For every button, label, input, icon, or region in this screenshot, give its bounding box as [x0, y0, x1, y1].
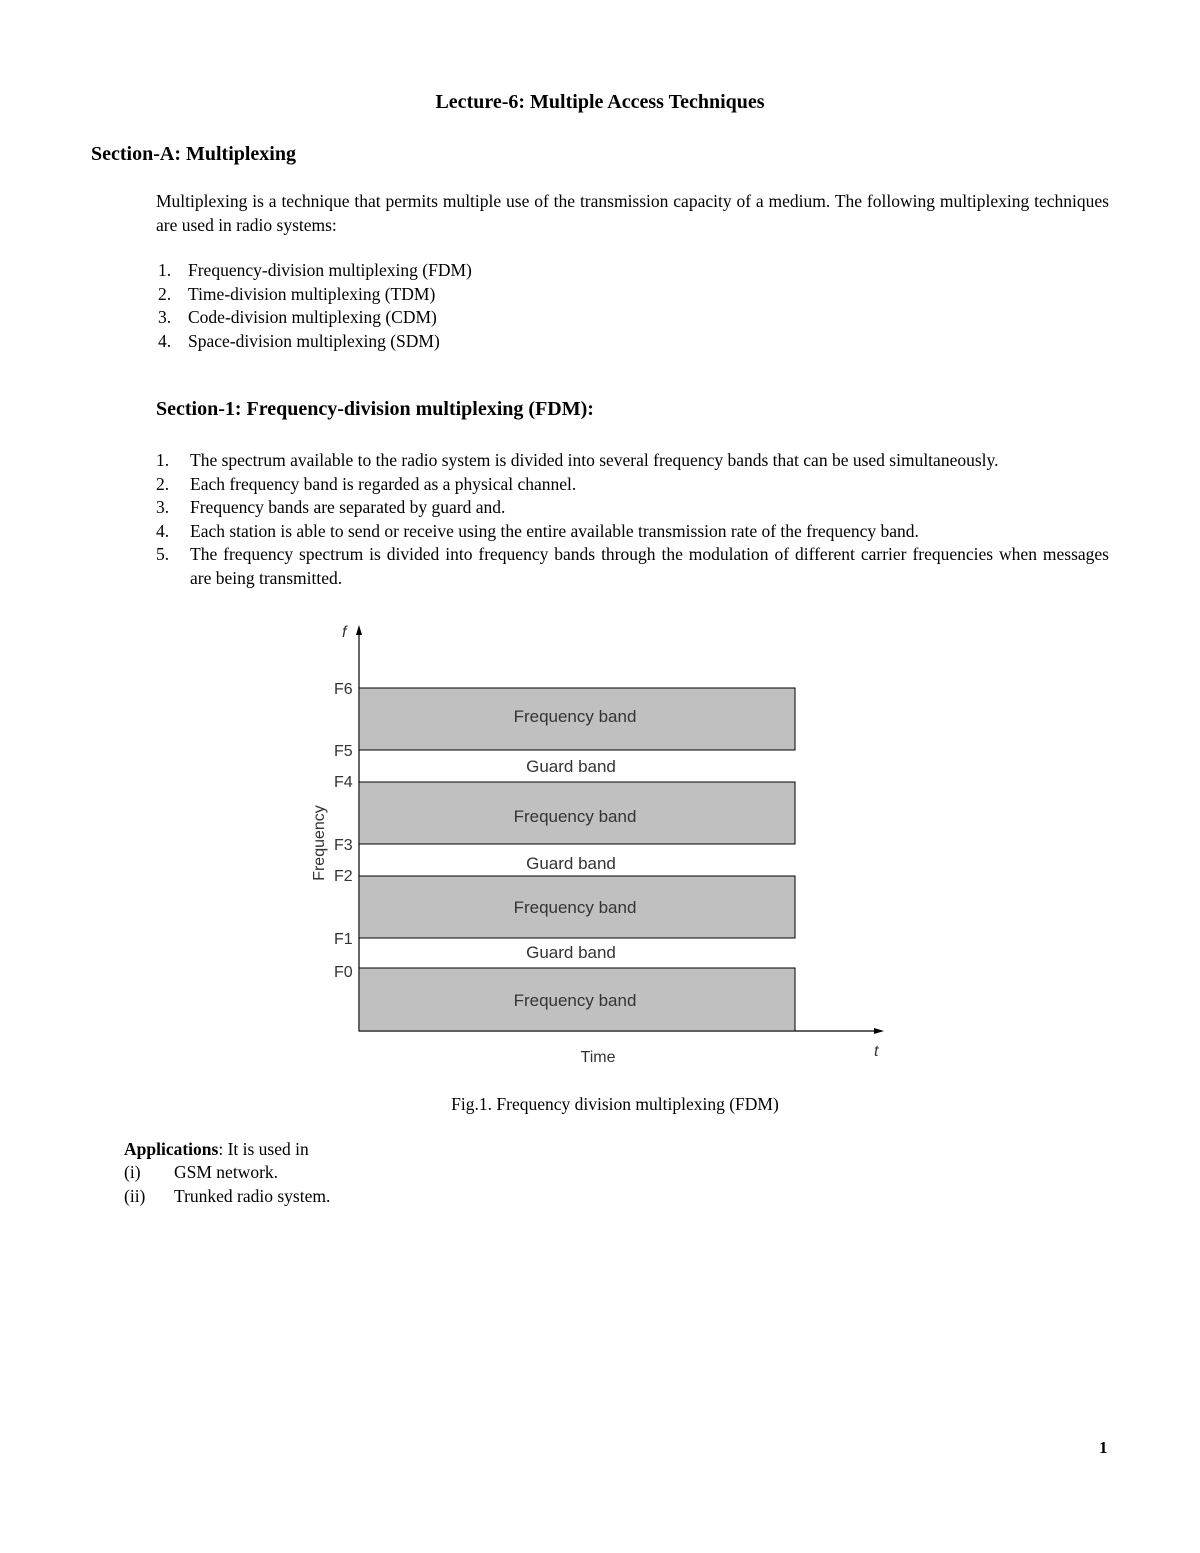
band-label: Frequency band	[513, 898, 637, 917]
intro-paragraph: Multiplexing is a technique that permits multiple use of the transmission capacity of a medium. The following multiplexing techniques are used in radio systems:	[156, 191, 1109, 235]
technique-number: 3.	[158, 307, 172, 327]
point-number: 2.	[156, 473, 170, 494]
point-text: The frequency spectrum is divided into frequency bands through the modulation of different carrier frequencies when messages are being transmitted.	[190, 544, 1109, 588]
band-label: Frequency band	[513, 991, 637, 1010]
band-label: Frequency band	[513, 807, 637, 826]
technique-text: Code-division multiplexing (CDM)	[188, 307, 437, 327]
application-number: (ii)	[124, 1186, 146, 1206]
level-label-f2: F2	[334, 868, 353, 885]
guard-label: Guard band	[526, 854, 616, 873]
section-1-heading: Section-1: Frequency-division multiplexing (FDM):	[156, 398, 594, 420]
point-text: Each station is able to send or receive using the entire available transmission rate of the frequency band.	[190, 520, 919, 541]
technique-text: Time-division multiplexing (TDM)	[188, 284, 436, 304]
level-label-f0: F0	[334, 964, 353, 981]
f-axis-label: f	[342, 624, 347, 641]
point-text: Each frequency band is regarded as a physical channel.	[190, 473, 577, 494]
figure-caption: Fig.1. Frequency division multiplexing (FDM)	[451, 1094, 779, 1114]
page-title: Lecture-6: Multiple Access Techniques	[435, 91, 765, 113]
page-number: 1	[1099, 1438, 1108, 1457]
applications-lead: : It is used in	[218, 1139, 309, 1159]
level-label-f1: F1	[334, 931, 353, 948]
application-text: Trunked radio system.	[174, 1186, 331, 1206]
point-number: 4.	[156, 520, 170, 541]
point-text: Frequency bands are separated by guard and.	[190, 497, 506, 517]
guard-label: Guard band	[526, 943, 616, 962]
application-item	[124, 1162, 278, 1183]
x-axis-arrow-icon	[874, 1028, 884, 1034]
technique-text: Space-division multiplexing (SDM)	[188, 331, 440, 351]
t-axis-label: t	[874, 1043, 879, 1060]
technique-number: 2.	[158, 284, 172, 304]
level-label-f6: F6	[334, 681, 353, 698]
point-number: 1.	[156, 450, 170, 470]
application-number: (i)	[124, 1162, 141, 1182]
point-number: 3.	[156, 497, 170, 517]
technique-text: Frequency-division multiplexing (FDM)	[188, 260, 472, 280]
x-axis-title: Time	[580, 1049, 616, 1066]
level-label-f5: F5	[334, 743, 353, 760]
technique-number: 4.	[158, 331, 172, 351]
band-label: Frequency band	[513, 707, 637, 726]
y-axis-title: Frequency	[311, 805, 328, 881]
level-label-f4: F4	[334, 774, 353, 791]
point-text: The spectrum available to the radio system is divided into several frequency bands that can be used simultaneously.	[190, 450, 999, 470]
section-a-heading: Section-A: Multiplexing	[91, 143, 296, 165]
application-text: GSM network.	[174, 1162, 279, 1182]
guard-label: Guard band	[526, 757, 616, 776]
y-axis-arrow-icon	[356, 625, 362, 635]
application-item	[124, 1186, 330, 1207]
applications-label: Applications	[124, 1139, 219, 1159]
point-number: 5.	[156, 544, 170, 564]
technique-number: 1.	[158, 260, 172, 280]
level-label-f3: F3	[334, 837, 353, 854]
applications-heading	[124, 1139, 309, 1160]
